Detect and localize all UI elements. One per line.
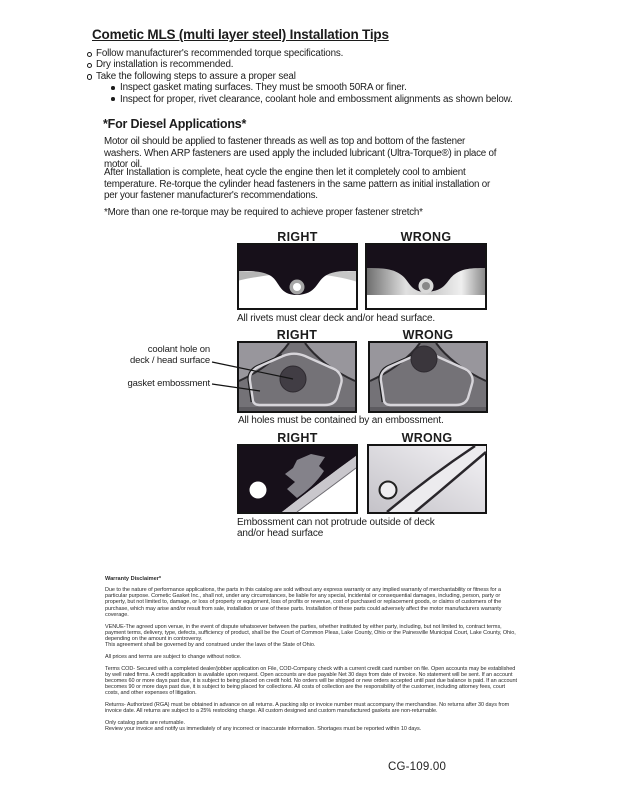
warranty-paragraph: Only catalog parts are returnable. — [105, 719, 185, 726]
figure3-caption-line1: Embossment can not protrude outside of deck — [237, 517, 435, 528]
figure1-wrong-label: WRONG — [400, 230, 452, 244]
warranty-disclaimer-section — [105, 576, 517, 738]
coolant-hole-annotation-line2: deck / head surface — [129, 354, 210, 366]
coolant-hole-annotation — [120, 345, 210, 366]
page-title: Cometic MLS (multi layer steel) Installation Tips — [92, 27, 389, 42]
figure3-wrong-image — [367, 444, 487, 514]
figure3-caption — [237, 517, 477, 539]
tip-item: Dry installation is recommended. — [87, 59, 557, 70]
figure2-caption: All holes must be contained by an embossment. — [238, 415, 444, 426]
rivet-clear-right-diagram — [237, 243, 358, 310]
figure1-right-label: RIGHT — [277, 230, 318, 244]
figure2-right-image — [237, 341, 357, 413]
figure3-wrong-label: WRONG — [401, 431, 453, 445]
figure1-wrong-image — [365, 243, 487, 310]
tip-item: Follow manufacturer's recommended torque specifications. — [87, 48, 557, 59]
warranty-paragraph: Due to the nature of performance applications, the parts in this catalog are sold without any express warranty or any implied warranty of merchantability or fitness for a particular purpose. Cometic Gasket Inc., shall not, under any circumstances, be liable for any special, incidental or consequential damages, including, person, party or property, but not limited to, damage, or loss of property or equipment, loss of profits or revenue, cost of purchased or replacement goods, or claims of customers of the purchase, which may arise and/or result from sale, installation or use of these parts. Installation of these parts could adversely affect the motor manufacturers warranty coverage. — [105, 587, 502, 618]
warranty-paragraph: VENUE-The agreed upon venue, in the event of dispute whatsoever between the parties, whether instituted by either party, including, but not limited to, contract terms, payment terms, delivery, type, defects, sufficiency of product, shall be the Court of Common Pleas, Lake County, Ohio or the Painesville Municipal Court, Lake County, Ohio, depending on the amount in controversy. — [105, 623, 516, 642]
figure3-right-label: RIGHT — [277, 431, 318, 445]
warranty-heading: Warranty Disclaimer* — [105, 576, 162, 582]
figure3-right-image — [237, 444, 358, 514]
warranty-paragraph: All prices and terms are subject to change without notice. — [105, 653, 242, 660]
diesel-paragraph-2: After Installation is complete, heat cycle the engine then let it completely cool to ambient temperature. Re-torque the cylinder head fasteners in the same pattern as initial installation or per your fastener manufacturer's recommendations. — [104, 167, 490, 202]
tip-sub-item: Inspect for proper, rivet clearance, coolant hole and embossment alignments as shown below. — [111, 94, 557, 105]
diesel-applications-heading: *For Diesel Applications* — [103, 117, 247, 131]
warranty-paragraph: This agreement shall be governed by and construed under the laws of the State of Ohio. — [105, 642, 316, 649]
tip-item: Take the following steps to assure a proper seal — [87, 71, 557, 82]
figure2-wrong-image — [368, 341, 488, 413]
figure2-wrong-label: WRONG — [402, 328, 454, 342]
embossment-right-diagram — [237, 341, 357, 413]
coolant-hole-annotation-line1: coolant hole on — [147, 344, 210, 355]
figure2-right-label: RIGHT — [276, 328, 318, 342]
embossment-wrong-diagram — [368, 341, 488, 413]
warranty-paragraph: Returns- Authorized (RGA) must be obtained in advance on all returns. A packing slip or invoice number must accompany the merchandise. No returns after 30 days from invoice date. All returns are subject to a 25% restocking charge. All custom designed and custom manufactured gaskets are non-returnable. — [105, 702, 510, 715]
protrusion-wrong-diagram — [367, 444, 487, 514]
gasket-embossment-annotation: gasket embossment — [127, 378, 210, 389]
figure1-right-image — [237, 243, 358, 310]
warranty-paragraph: Review your invoice and notify us immediately of any incorrect or inaccurate information. Shortages must be reported within 10 days. — [105, 726, 422, 733]
rivet-clear-wrong-diagram — [365, 243, 487, 310]
tip-sub-item: Inspect gasket mating surfaces. They must be smooth 50RA or finer. — [111, 82, 557, 93]
diesel-paragraph-1: Motor oil should be applied to fastener threads as well as top and bottom of the fastener washers. When ARP fasteners are used apply the included lubricant (Ultra-Torque®) in place of motor oil. — [104, 136, 497, 171]
figure1-caption: All rivets must clear deck and/or head surface. — [237, 313, 436, 324]
figure3-caption-line2: and/or head surface — [237, 528, 324, 539]
retorque-note: *More than one re-torque may be required to achieve proper fastener stretch* — [104, 207, 423, 218]
warranty-paragraph: Terms COD- Secured with a completed dealer/jobber application on File, COD-Company check with a current credit card number on file. Open accounts may be established by well rated firms. A credit application is available upon request. Open accounts are due payable Net 30 days from date of invoice. No statement will be sent. If an account becomes 60 or more days past due, it is subject to being placed on credit hold. No orders will be shipped or new orders accepted until past due balance is paid. If an account becomes 90 or more days past due, it is subject to being placed for collections. All costs of collection are the responsibility of the customer, including attorney fees, court costs, and other expenses of litigation. — [105, 665, 517, 697]
protrusion-right-diagram — [237, 444, 358, 514]
installation-tips-list — [87, 48, 557, 105]
catalog-page-code: CG-109.00 — [388, 761, 447, 773]
